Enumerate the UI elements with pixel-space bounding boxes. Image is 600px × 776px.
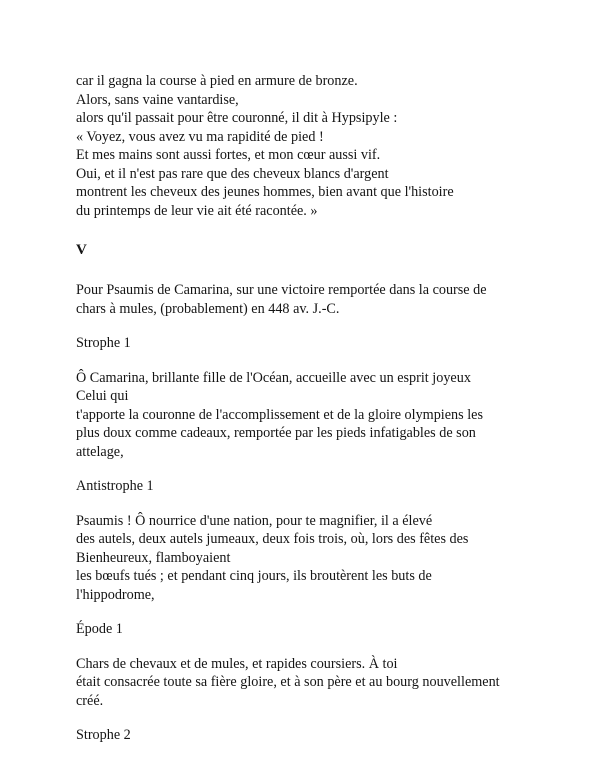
text-line: t'apporte la couronne de l'accomplissement et de la gloire olympiens les — [76, 406, 483, 423]
text-line: Bienheureux, flamboyaient — [76, 549, 231, 566]
epode-1-text — [76, 655, 528, 711]
text-line: Chars de chevaux et de mules, et rapides coursiers. À toi — [76, 655, 398, 672]
epode-1-label: Épode 1 — [76, 621, 123, 637]
text-line: l'hippodrome, — [76, 586, 155, 603]
text-line: Celui qui — [76, 388, 129, 404]
text-line: créé. — [76, 692, 104, 709]
strophe-2-label: Strophe 2 — [76, 727, 131, 743]
text-line: les bœufs tués ; et pendant cinq jours, ils broutèrent les buts de — [76, 568, 432, 584]
text-line: Psaumis ! Ô nourrice d'une nation, pour te magnifier, il a élevé — [76, 512, 433, 529]
text-line: alors qu'il passait pour être couronné, il dit à Hypsipyle : — [76, 110, 398, 126]
text-line: Ô Camarina, brillante fille de l'Océan, accueille avec un esprit joyeux — [76, 369, 471, 386]
antistrophe-1-text — [76, 512, 528, 605]
text-line: « Voyez, vous avez vu ma rapidité de pied ! — [76, 128, 324, 145]
text-line: Et mes mains sont aussi fortes, et mon cœur aussi vif. — [76, 147, 381, 163]
text-line: Alors, sans vaine vantardise, — [76, 91, 239, 108]
section-heading: V — [76, 242, 87, 258]
stanza-end — [76, 72, 528, 220]
intro-paragraph — [76, 281, 528, 318]
text-line: Oui, et il n'est pas rare que des cheveux blancs d'argent — [76, 165, 389, 182]
text-line: était consacrée toute sa fière gloire, et à son père et au bourg nouvellement — [76, 674, 500, 690]
text-line: montrent les cheveux des jeunes hommes, bien avant que l'histoire — [76, 184, 454, 200]
text-line: des autels, deux autels jumeaux, deux fois trois, où, lors des fêtes des — [76, 531, 469, 547]
text-line: attelage, — [76, 443, 124, 460]
antistrophe-1-label: Antistrophe 1 — [76, 478, 154, 494]
document-page — [76, 72, 528, 745]
strophe-1-text — [76, 369, 528, 462]
strophe-1-label: Strophe 1 — [76, 335, 131, 351]
text-line: plus doux comme cadeaux, remportée par les pieds infatigables de son — [76, 425, 476, 441]
text-line: du printemps de leur vie ait été racontée. » — [76, 202, 318, 219]
text-line: Pour Psaumis de Camarina, sur une victoire remportée dans la course de — [76, 282, 487, 298]
text-line: car il gagna la course à pied en armure de bronze. — [76, 73, 358, 89]
text-line: chars à mules, (probablement) en 448 av. J.-C. — [76, 300, 340, 317]
